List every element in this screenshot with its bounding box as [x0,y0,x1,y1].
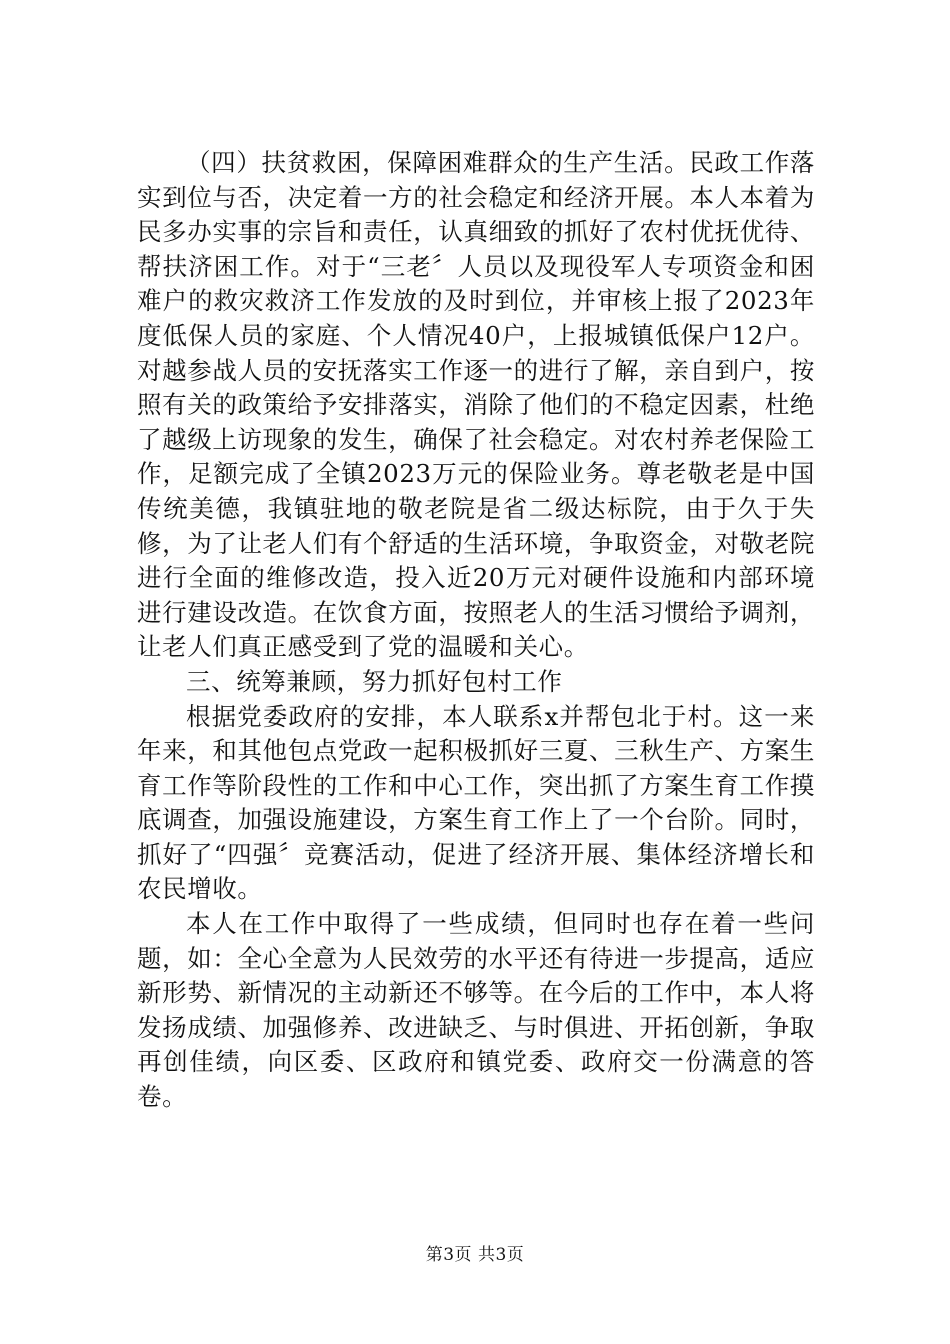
paragraph-village-work: 根据党委政府的安排，本人联系x并帮包北于村。这一来年来，和其他包点党政一起积极抓好三夏、三秋生产、方案生育工作等阶段性的工作和中心工作，突出抓了方案生育工作摸底调查，加强设施建设，方案生育工作上了一个台阶。同时，抓好了“四强〞竞赛活动，促进了经济开展、集体经济增长和农民增收。 [137,701,815,904]
paragraph-poverty-relief: （四）扶贫救困，保障困难群众的生产生活。民政工作落实到位与否，决定着一方的社会稳定和经济开展。本人本着为民多办实事的宗旨和责任，认真细致的抓好了农村优抚优待、帮扶济困工作。对于“三老〞人员以及现役军人专项资金和困难户的救灾救济工作发放的及时到位，并审核上报了2023年度低保人员的家庭、个人情况40户，上报城镇低保户12户。对越参战人员的安抚落实工作逐一的进行了解，亲自到户，按照有关的政策给予安排落实，消除了他们的不稳定因素，杜绝了越级上访现象的发生，确保了社会稳定。对农村养老保险工作，足额完成了全镇2023万元的保险业务。尊老敬老是中国传统美德，我镇驻地的敬老院是省二级达标院，由于久于失修，为了让老人们有个舒适的生活环境，争取资金，对敬老院进行全面的维修改造，投入近20万元对硬件设施和内部环境进行建设改造。在饮食方面，按照老人的生活习惯给予调剂，让老人们真正感受到了党的温暖和关心。 [137,148,815,662]
document-body [137,146,815,1115]
page-number-footer: 第3页 共3页 [425,1245,525,1265]
section-heading-village-work: 三、统筹兼顾，努力抓好包村工作 [186,666,563,696]
paragraph-conclusion: 本人在工作中取得了一些成绩，但同时也存在着一些问题，如：全心全意为人民效劳的水平还有待进一步提高，适应新形势、新情况的主动新还不够等。在今后的工作中，本人将发扬成绩、加强修养、改进缺乏、与时俱进、开拓创新，争取再创佳绩，向区委、区政府和镇党委、政府交一份满意的答卷。 [137,909,815,1112]
